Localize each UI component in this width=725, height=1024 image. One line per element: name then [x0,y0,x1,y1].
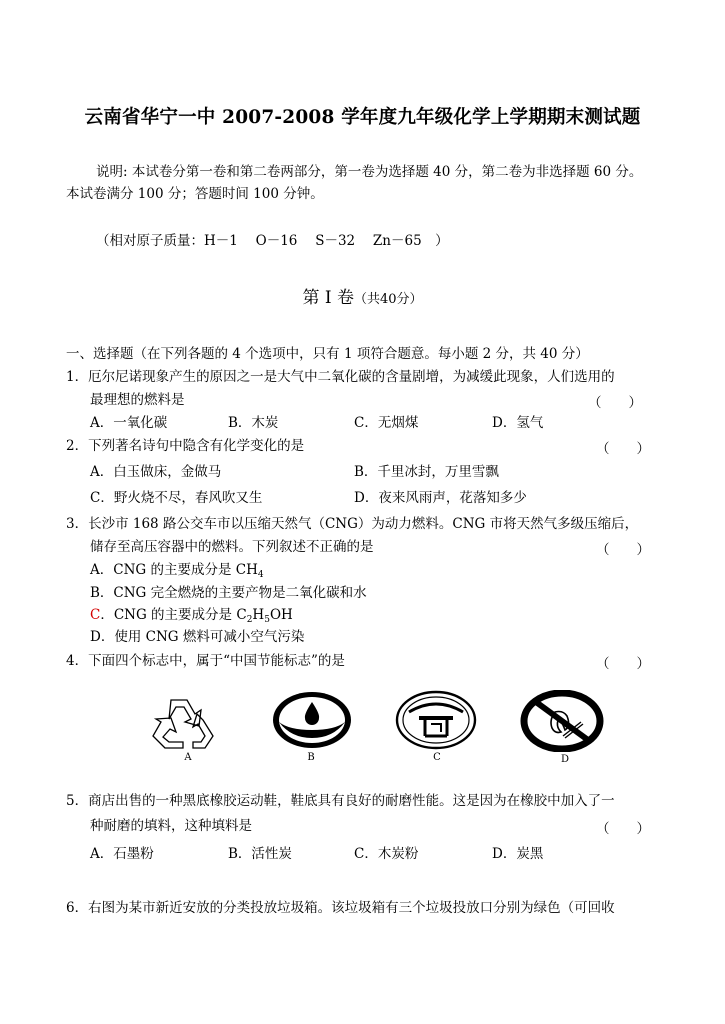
q1-stem-line-1: 1．厄尔尼诺现象产生的原因之一是大气中二氧化碳的含量剧增，为减缓此现象，人们选用的 [66,369,615,385]
q5-option-c: C．木炭粉 [354,846,419,862]
q5-answer-paren: （ ） [596,821,650,837]
q5-option-b: B．活性炭 [228,846,292,862]
q1-answer-paren: （ ） [588,395,642,411]
water-drop-hand-icon [271,690,353,750]
q5-stem-line-2: 种耐磨的填料，这种填料是 [90,818,252,834]
q2-option-b: B．千里冰封，万里雪飘 [354,464,499,480]
intro-line-2: 本试卷满分 100 分；答题时间 100 分钟。 [66,186,324,202]
q2-stem: 2．下列著名诗句中隐含有化学变化的是 [66,438,305,454]
q2-option-a: A．白玉做床，金做马 [90,464,222,480]
q1-option-a: A．一氧化碳 [90,415,168,431]
q2-answer-paren: （ ） [596,441,650,457]
q3-option-c-letter: C [90,607,101,623]
q5-stem-line-1: 5．商店出售的一种黑底橡胶运动鞋，鞋底具有良好的耐磨性能。这是因为在橡胶中加入了一 [66,793,615,809]
energy-saving-icon [395,690,477,750]
recycle-icon [143,690,233,760]
q1-option-d: D．氢气 [492,415,544,431]
logo-label-a: A [184,752,192,763]
q3-stem-line-1: 3．长沙市 168 路公交车市以压缩天然气（CNG）为动力燃料。CNG 市将天然气多级压缩后， [66,516,639,532]
q1-option-b: B．木炭 [228,415,279,431]
q1-option-c: C．无烟煤 [354,415,419,431]
q4-stem: 4．下面四个标志中，属于“中国节能标志”的是 [66,653,345,669]
q1-stem-line-2: 最理想的燃料是 [90,392,185,408]
atomic-mass-note: （相对原子质量：H－1 O－16 S－32 Zn－65 ） [96,233,449,249]
intro-line-1: 说明: 本试卷分第一卷和第二卷两部分，第一卷为选择题 40 分，第二卷为非选择题 60 分。 [96,164,643,180]
q3-option-b: B．CNG 完全燃烧的主要产物是二氧化碳和水 [90,585,367,601]
logo-label-d: D [560,754,570,765]
section-heading [0,283,725,308]
q3-answer-paren: （ ） [596,542,650,558]
logo-label-c: C [433,752,441,763]
q5-option-a: A．石墨粉 [90,846,154,862]
page-title: 云南省华宁一中 2007-2008 学年度九年级化学上学期期末测试题 [84,107,641,128]
q3-option-a: A．CNG 的主要成分是 $CH_4$ [90,562,264,580]
section-main: 第 I 卷 [302,288,354,308]
q6-stem-line-1: 6．右图为某市新近安放的分类投放垃圾箱。该垃圾箱有三个垃圾投放口分别为绿色（可回收 [66,900,615,916]
q3-option-d: D．使用 CNG 燃料可减小空气污染 [90,629,305,645]
section-sub: （共40分） [353,292,423,307]
no-fire-icon [519,690,605,752]
q2-option-d: D．夜来风雨声，花落知多少 [354,490,527,506]
q4-answer-paren: （ ） [596,656,650,672]
q2-option-c: C．野火烧不尽，春风吹又生 [90,490,263,506]
q3-stem-line-2: 储存至高压容器中的燃料。下列叙述不正确的是 [90,539,374,555]
part-heading: 一、选择题（在下列各题的 4 个选项中，只有 1 项符合题意。每小题 2 分，共 40 分） [66,346,589,362]
logo-label-b: B [307,752,315,763]
q5-option-d: D．炭黑 [492,846,544,862]
q3-option-c: C．CNG 的主要成分是 $C_2H_5OH$ [90,607,293,625]
